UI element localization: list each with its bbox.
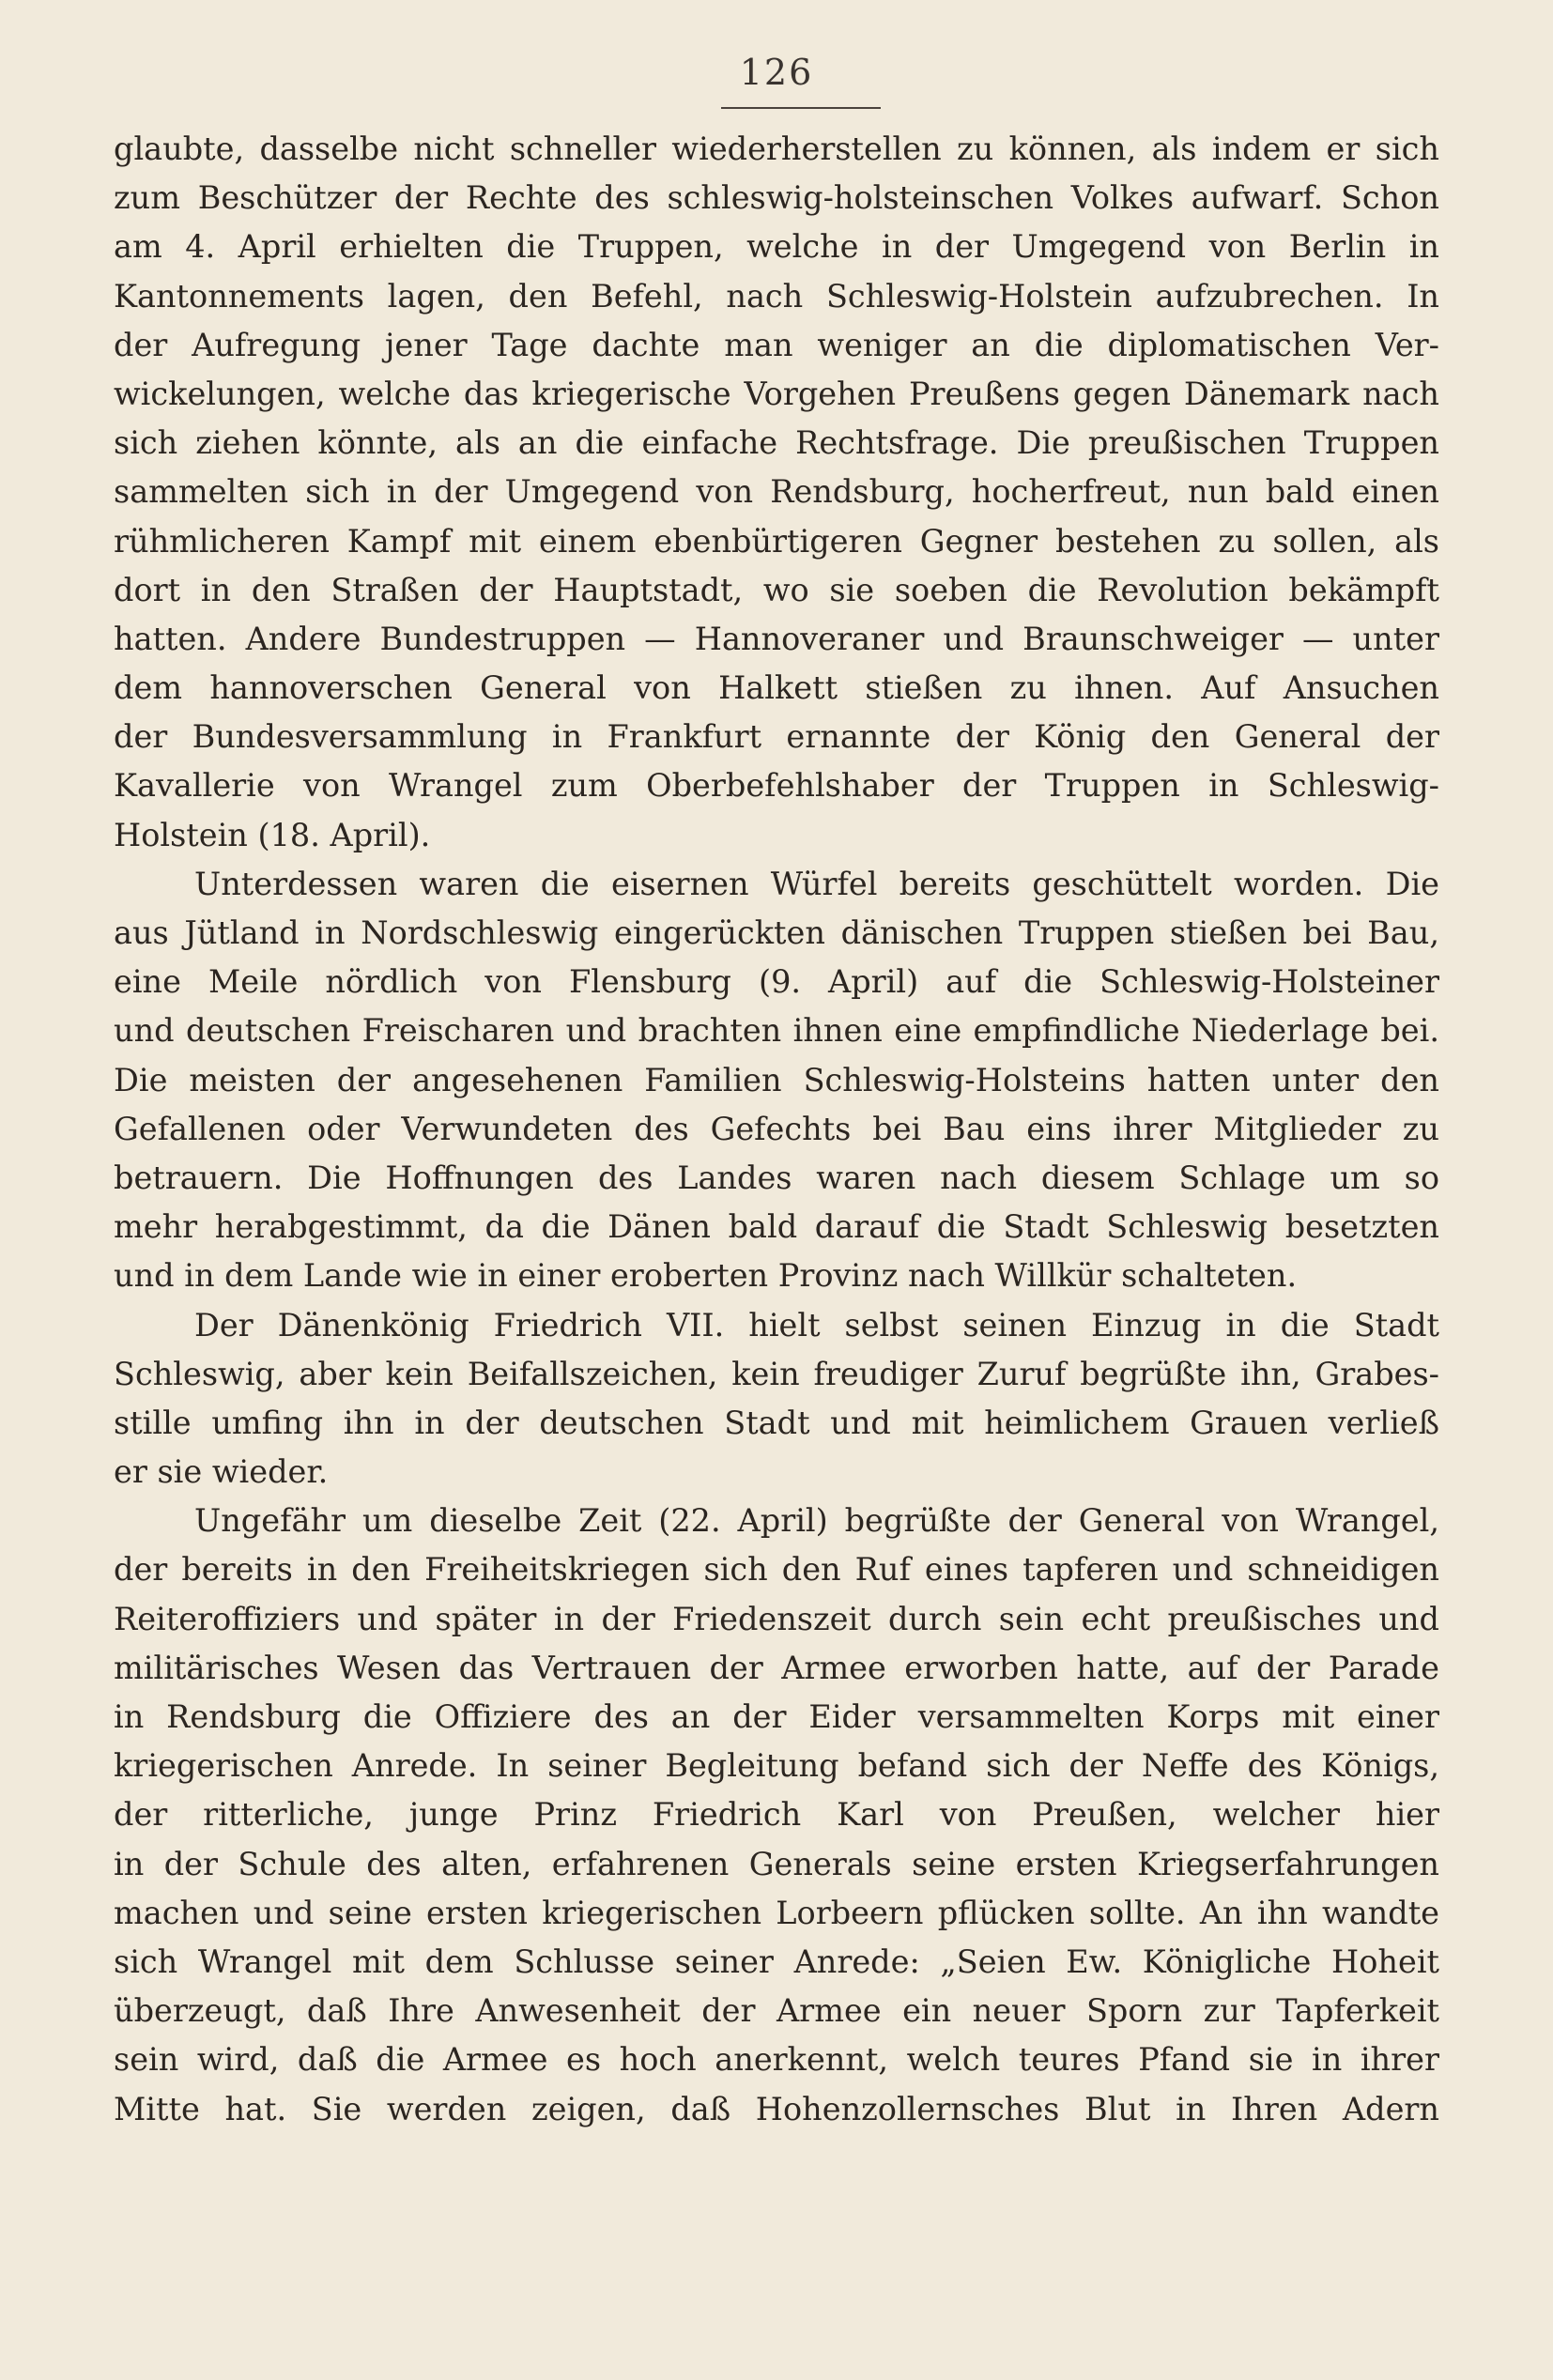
text-line: wickelungen, welche das kriegerische Vorgehen Preußens gegen Dänemark nach xyxy=(114,375,1439,412)
text-line: Unterdessen waren die eisernen Würfel bereits geschüttelt worden. Die xyxy=(194,865,1439,902)
text-line: der ritterliche, junge Prinz Friedrich Karl von Preußen, welcher hier xyxy=(114,1796,1439,1834)
text-line: Kavallerie von Wrangel zum Oberbefehlshaber der Truppen in Schleswig- xyxy=(114,767,1439,805)
text-line: und in dem Lande wie in einer eroberten Provinz nach Willkür schalteten. xyxy=(114,1257,1298,1295)
text-line: glaubte, dasselbe nicht schneller wiederherstellen zu können, als indem er sich xyxy=(114,131,1439,167)
text-line: mehr herabgestimmt, da die Dänen bald darauf die Stadt Schleswig besetzten xyxy=(114,1208,1439,1246)
text-line: Die meisten der angesehenen Familien Schleswig-Holsteins hatten unter den xyxy=(114,1061,1439,1098)
text-line: eine Meile nördlich von Flensburg (9. April) auf die Schleswig-Holsteiner xyxy=(114,963,1439,1001)
text-line: er sie wieder. xyxy=(114,1453,329,1491)
text-line: in der Schule des alten, erfahrenen Generals seine ersten Kriegserfahrungen xyxy=(114,1845,1439,1882)
body-text xyxy=(114,125,1439,2134)
text-line: sammelten sich in der Umgegend von Rendsburg, hocherfreut, nun bald einen xyxy=(114,473,1439,511)
text-line: zum Beschützer der Rechte des schleswig-holsteinschen Volkes aufwarf. Schon xyxy=(114,179,1439,217)
text-line: Schleswig, aber kein Beifallszeichen, kein freudiger Zuruf begrüßte ihn, Grabes- xyxy=(114,1355,1439,1392)
text-line: Kantonnements lagen, den Befehl, nach Schleswig-Holstein aufzubrechen. In xyxy=(114,277,1439,315)
text-line: am 4. April erhielten die Truppen, welche in der Umgegend von Berlin in xyxy=(114,228,1439,266)
text-line: Holstein (18. April). xyxy=(114,816,431,853)
text-line: militärisches Wesen das Vertrauen der Armee erworben hatte, auf der Parade xyxy=(114,1649,1439,1686)
page-number: 126 xyxy=(739,52,814,93)
page-number-rule xyxy=(721,107,881,109)
text-line: und deutschen Freischaren und brachten ihnen eine empfindliche Niederlage bei. xyxy=(114,1012,1439,1050)
paragraph-2 xyxy=(114,860,1439,1301)
text-line: machen und seine ersten kriegerischen Lorbeern pflücken sollte. An ihn wandte xyxy=(114,1894,1439,1931)
text-line: sich Wrangel mit dem Schlusse seiner Anrede: „Seien Ew. Königliche Hoheit xyxy=(114,1942,1439,1980)
paragraph-4 xyxy=(114,1497,1439,2133)
paragraph-3 xyxy=(114,1301,1439,1497)
text-line: aus Jütland in Nordschleswig eingerückten dänischen Truppen stießen bei Bau, xyxy=(114,914,1439,951)
text-line: Mitte hat. Sie werden zeigen, daß Hohenzollernsches Blut in Ihren Adern xyxy=(114,2090,1439,2127)
text-line: überzeugt, daß Ihre Anwesenheit der Armee ein neuer Sporn zur Tapferkeit xyxy=(114,1992,1439,2030)
text-line: der Bundesversammlung in Frankfurt ernannte der König den General der xyxy=(114,718,1439,756)
text-line: der bereits in den Freiheitskriegen sich den Ruf eines tapferen und schneidigen xyxy=(114,1551,1439,1589)
text-line: rühmlicheren Kampf mit einem ebenbürtigeren Gegner bestehen zu sollen, als xyxy=(114,522,1439,560)
text-line: Der Dänenkönig Friedrich VII. hielt selbst seinen Einzug in die Stadt xyxy=(194,1306,1439,1344)
text-line: sein wird, daß die Armee es hoch anerkennt, welch teures Pfand sie in ihrer xyxy=(114,2041,1439,2079)
text-line: in Rendsburg die Offiziere des an der Eider versammelten Korps mit einer xyxy=(114,1698,1439,1735)
text-line: Gefallenen oder Verwundeten des Gefechts bei Bau eins ihrer Mitglieder zu xyxy=(114,1110,1439,1147)
text-line: dort in den Straßen der Hauptstadt, wo sie soeben die Revolution bekämpft xyxy=(114,571,1439,608)
text-line: stille umfing ihn in der deutschen Stadt und mit heimlichem Grauen verließ xyxy=(114,1404,1439,1441)
paragraph-1 xyxy=(114,125,1439,860)
text-line: kriegerischen Anrede. In seiner Begleitung befand sich der Neffe des Königs, xyxy=(114,1747,1439,1785)
text-line: betrauern. Die Hoffnungen des Landes waren nach diesem Schlage um so xyxy=(114,1159,1439,1196)
text-line: Reiteroffiziers und später in der Friedenszeit durch sein echt preußisches und xyxy=(114,1600,1439,1637)
text-line: dem hannoverschen General von Halkett stießen zu ihnen. Auf Ansuchen xyxy=(114,669,1439,707)
text-line: sich ziehen könnte, als an die einfache Rechtsfrage. Die preußischen Truppen xyxy=(114,424,1439,462)
text-line: hatten. Andere Bundestruppen — Hannoveraner und Braunschweiger — unter xyxy=(114,620,1439,657)
text-line: Ungefähr um dieselbe Zeit (22. April) begrüßte der General von Wrangel, xyxy=(194,1502,1439,1540)
text-line: der Aufregung jener Tage dachte man weniger an die diplomatischen Ver- xyxy=(114,326,1439,363)
